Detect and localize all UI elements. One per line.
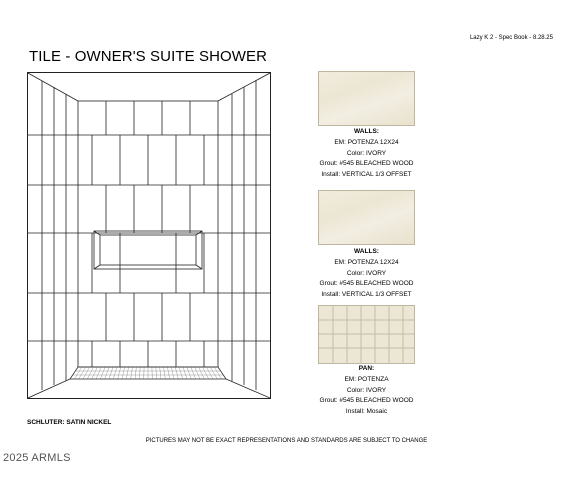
walls-tile-swatch — [318, 71, 415, 126]
walls-spec-2 — [295, 247, 438, 301]
spec-line: Install: VERTICAL 1/3 OFFSET — [321, 291, 412, 299]
spec-line: Grout: #545 BLEACHED WOOD — [319, 280, 414, 288]
shower-elevation-drawing — [27, 72, 271, 399]
spec-label: WALLS: — [354, 248, 379, 255]
spec-line: Grout: #545 BLEACHED WOOD — [319, 160, 414, 168]
copyright-watermark: 2025 ARMLS — [3, 452, 71, 464]
spec-line: EM: POTENZA 12X24 — [334, 138, 399, 146]
spec-book-header: Lazy K 2 - Spec Book - 8.28.25 — [469, 35, 553, 41]
page-title: TILE - OWNER'S SUITE SHOWER — [29, 48, 268, 65]
pan-mosaic-grid — [319, 306, 414, 363]
walls-spec-1 — [295, 127, 438, 181]
walls-tile-swatch-2 — [318, 190, 415, 245]
schluter-note: SCHLUTER: SATIN NICKEL — [27, 419, 112, 426]
spec-line: EM: POTENZA — [344, 375, 389, 383]
spec-line: Color: IVORY — [346, 269, 387, 277]
spec-line: EM: POTENZA 12X24 — [334, 258, 399, 266]
spec-line: Color: IVORY — [346, 149, 387, 157]
shower-elevation-svg — [28, 73, 270, 398]
spec-line: Color: IVORY — [346, 386, 387, 394]
mosaic-floor — [70, 367, 226, 379]
spec-label: PAN: — [358, 365, 375, 372]
spec-line: Install: Mosaic — [345, 408, 388, 416]
spec-line: Grout: #545 BLEACHED WOOD — [319, 397, 414, 405]
pan-mosaic-swatch — [318, 305, 415, 364]
spec-line: Install: VERTICAL 1/3 OFFSET — [321, 171, 412, 179]
disclaimer-text: PICTURES MAY NOT BE EXACT REPRESENTATIONS AND STANDARDS ARE SUBJECT TO CHANGE — [145, 438, 428, 444]
spec-label: WALLS: — [354, 128, 379, 135]
pan-spec — [295, 364, 438, 418]
